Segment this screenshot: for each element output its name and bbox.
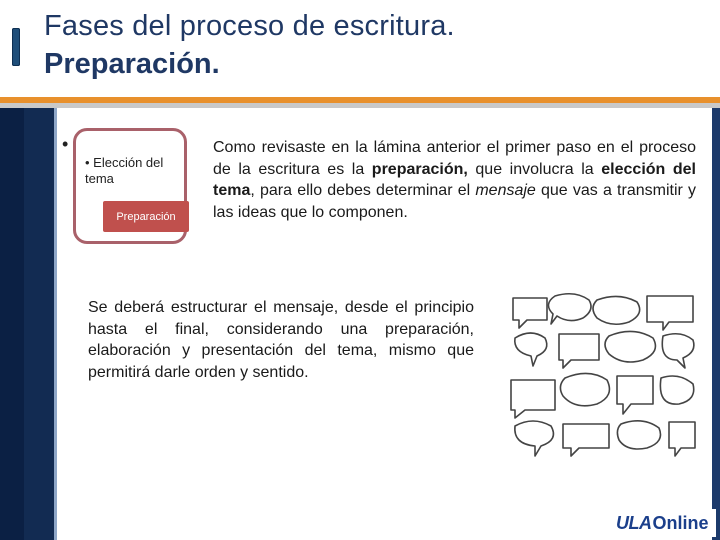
bullet: • xyxy=(62,134,69,154)
main-paragraph-italic: mensaje xyxy=(475,182,536,200)
main-paragraph-text-3: , para ello debes determinar el xyxy=(250,182,476,200)
slide-title: Fases del proceso de escritura. xyxy=(44,10,455,42)
slide-subtitle: Preparación. xyxy=(44,48,220,80)
diagram-item: • Elección del tema xyxy=(85,155,164,187)
diagram-tag: Preparación xyxy=(103,201,189,232)
logo-mark: ULA xyxy=(616,512,652,533)
main-paragraph-text-4: que vas a transmitir y las ideas que lo componen. xyxy=(213,182,696,221)
main-paragraph-bold-1: preparación, xyxy=(371,160,468,178)
right-edge-strip xyxy=(712,108,720,540)
logo-text: Online xyxy=(652,512,709,533)
main-paragraph xyxy=(213,137,696,223)
main-paragraph-bold-2: elección del tema xyxy=(213,160,696,200)
grey-divider xyxy=(0,103,720,108)
speech-bubbles-illustration xyxy=(505,290,705,460)
left-divider-line xyxy=(54,108,57,540)
second-paragraph: Se deberá estructurar el mensaje, desde el principio hasta el final, considerando una preparación, elaboración y presentación del tema, mismo que permitirá darle orden y sentido. xyxy=(88,299,474,381)
ula-online-logo xyxy=(616,509,716,537)
main-paragraph-text-1: Como revisaste en la lámina anterior el primer paso en el proceso de la escritura es la xyxy=(213,139,696,178)
title-bar-icon xyxy=(12,28,20,66)
left-sidebar-accent xyxy=(0,108,24,540)
main-paragraph-text-2: que involucra la xyxy=(467,160,602,178)
